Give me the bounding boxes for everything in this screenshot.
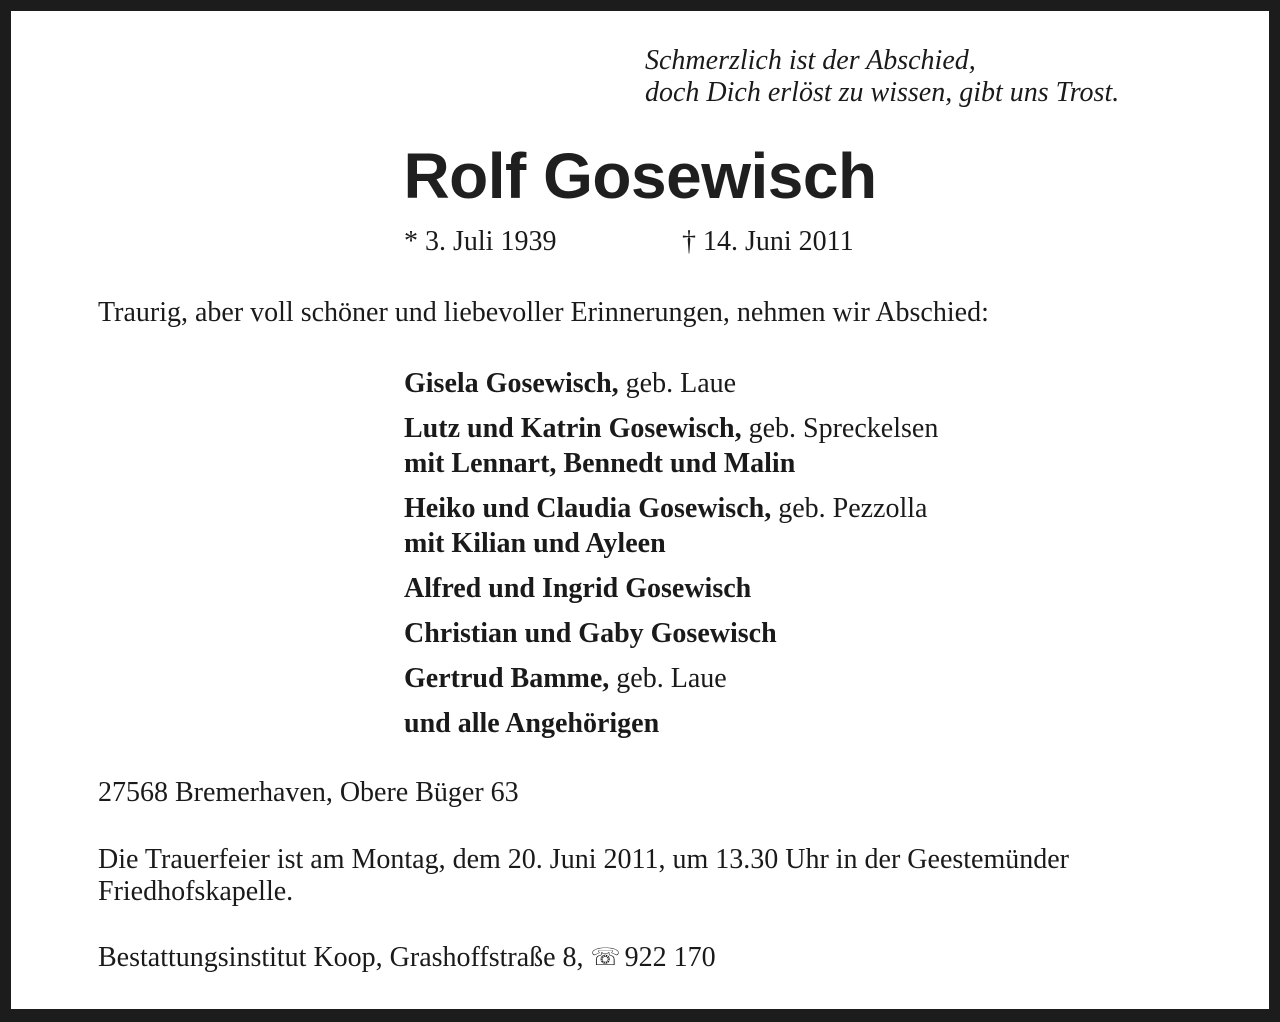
deceased-name: Rolf Gosewisch xyxy=(403,140,877,212)
mourner-maiden-name: geb. Laue xyxy=(618,368,737,399)
mourner-name: Gisela Gosewisch, xyxy=(404,368,619,399)
mourner-name: Lutz und Katrin Gosewisch, xyxy=(404,413,742,444)
mourner-maiden-name: geb. Spreckelsen xyxy=(741,413,939,444)
mourner-entry xyxy=(404,411,938,481)
mourner-maiden-name: geb. Pezzolla xyxy=(771,493,928,524)
funeral-line-2: Friedhofskapelle. xyxy=(98,876,294,907)
mourner-entry xyxy=(404,366,938,401)
motto xyxy=(645,45,1119,109)
mourner-children: mit Kilian und Ayleen xyxy=(404,528,666,559)
obituary-notice xyxy=(11,11,1269,1009)
funeral-line-1: Die Trauerfeier ist am Montag, dem 20. Juni 2011, um 13.30 Uhr in der Geestemünder xyxy=(98,844,1070,875)
mourner-entry xyxy=(404,491,938,561)
mourner-children: mit Lennart, Bennedt und Malin xyxy=(404,448,796,479)
undertaker-info xyxy=(98,941,716,975)
mourner-name: und alle Angehörigen xyxy=(404,708,660,739)
motto-line-2: doch Dich erlöst zu wissen, gibt uns Trost. xyxy=(645,77,1120,108)
undertaker-address: Bestattungsinstitut Koop, Grashoffstraße 8, xyxy=(98,942,584,973)
mourner-name: Christian und Gaby Gosewisch xyxy=(404,618,777,649)
mourner-entry xyxy=(404,571,938,606)
mourner-name: Heiko und Claudia Gosewisch, xyxy=(404,493,772,524)
mourner-entry xyxy=(404,616,938,651)
mourner-name: Gertrud Bamme, xyxy=(404,663,610,694)
mourner-maiden-name: geb. Laue xyxy=(609,663,727,694)
mourner-name: Alfred und Ingrid Gosewisch xyxy=(404,573,752,604)
mourner-entry xyxy=(404,706,938,741)
death-date: † 14. Juni 2011 xyxy=(682,226,854,257)
funeral-notice xyxy=(98,844,1218,908)
birth-date: * 3. Juli 1939 xyxy=(404,226,557,257)
undertaker-phone: 922 170 xyxy=(624,942,716,973)
motto-line-1: Schmerzlich ist der Abschied, xyxy=(645,45,976,76)
mourners-list xyxy=(404,366,938,751)
family-address: 27568 Bremerhaven, Obere Büger 63 xyxy=(98,777,519,808)
phone-icon: ☏ xyxy=(590,945,621,971)
mourner-entry xyxy=(404,661,938,696)
intro-text: Traurig, aber voll schöner und liebevoller Erinnerungen, nehmen wir Abschied: xyxy=(98,297,989,328)
